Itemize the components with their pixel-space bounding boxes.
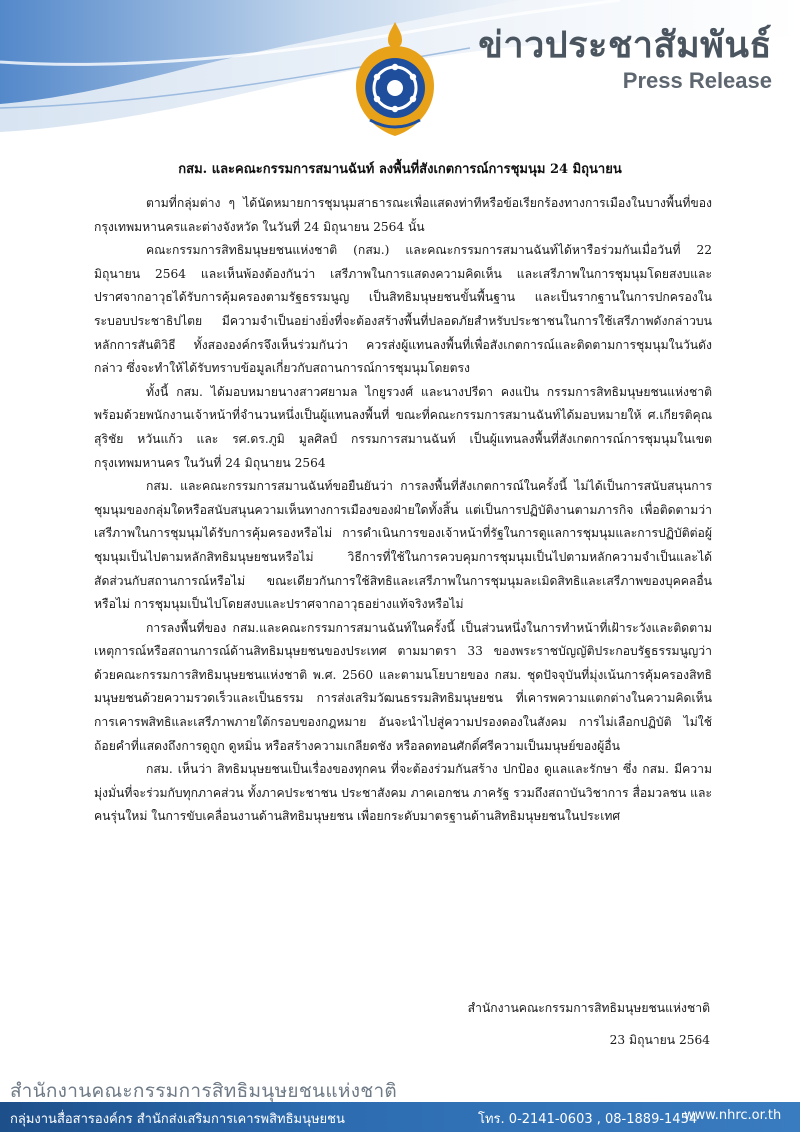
document-title: กสม. และคณะกรรมการสมานฉันท์ ลงพื้นที่สังเกตการณ์การชุมนุม 24 มิถุนายน [178,162,622,177]
paragraph: ทั้งนี้ กสม. ได้มอบหมายนางสาวศยามล ไกยูรวงศ์ และนางปรีดา คงแป้น กรรมการสิทธิมนุษยชนแห่งชาติ พร้อมด้วยพนักงานเจ้าหน้าที่จำนวนหนึ่งเป็นผู้แทนลงพื้นที่ ขณะที่คณะกรรมการสมานฉันท์ได้มอบหมายให้ ศ.เกียรติคุณ สุริชัย หวันแก้ว และ รศ.ดร.ภูมิ มูลศิลป์ กรรมการสมานฉันท์ เป็นผู้แทนลงพื้นที่สังเกตการณ์การชุมนุมในเขตกรุงเทพมหานคร ในวันที่ 24 มิถุนายน 2564 [94,384,712,470]
nhrc-logo [352,20,438,138]
signature-block [380,992,710,1056]
footer-contact-bar [0,1102,800,1132]
footer-phone: โทร. 0-2141-0603 , 08-1889-1454 [478,1112,698,1127]
heading-english: Press Release [622,68,772,93]
paragraph: คณะกรรมการสิทธิมนุษยชนแห่งชาติ (กสม.) และคณะกรรมการสมานฉันท์ได้หารือร่วมกันเมื่อวันที่ 22 มิถุนายน 2564 และเห็นพ้องต้องกันว่า เสรีภาพในการแสดงความคิดเห็น และเสรีภาพในการชุมนุมโดยสงบและปราศจากอาวุธได้รับการคุ้มครองตามรัฐธรรมนูญ เป็นสิทธิมนุษยชนขั้นพื้นฐาน และเป็นรากฐานในการปกครองในระบอบประชาธิปไตย มีความจำเป็นอย่างยิ่งที่จะต้องสร้างพื้นที่ปลอดภัยสำหรับประชาชนในการใช้เสรีภาพดังกล่าวบนหลักการสันติวิธี ทั้งสององค์กรจึงเห็นร่วมกันว่า ควรส่งผู้แทนลงพื้นที่เพื่อสังเกตการณ์และติดตามการชุมนุมในวันดังกล่าว ซึ่งจะทำให้ได้รับทราบข้อมูลเกี่ยวกับสถานการณ์การชุมนุมโดยตรง [94,243,712,376]
paragraph: ตามที่กลุ่มต่าง ๆ ได้นัดหมายการชุมนุมสาธารณะเพื่อแสดงท่าทีหรือข้อเรียกร้องทางการเมืองในบางพื้นที่ของกรุงเทพมหานครและต่างจังหวัด ในวันที่ 24 มิถุนายน 2564 นั้น [94,196,712,234]
paragraph: กสม. เห็นว่า สิทธิมนุษยชนเป็นเรื่องของทุกคน ที่จะต้องร่วมกันสร้าง ปกป้อง ดูแลและรักษา ซึ่ง กสม. มีความมุ่งมั่นที่จะร่วมกับทุกภาคส่วน ทั้งภาคประชาชน ประชาสังคม ภาคเอกชน ภาครัฐ รวมถึงสถาบันวิชาการ สื่อมวลชน และคนรุ่นใหม่ ในการขับเคลื่อนงานด้านสิทธิมนุษยชน เพื่อยกระดับมาตรฐานด้านสิทธิมนุษยชนในประเทศ [94,762,712,824]
heading-thai: ข่าวประชาสัมพันธ์ [478,25,772,66]
footer-division: กลุ่มงานสื่อสารองค์กร สำนักส่งเสริมการเคารพสิทธิมนุษยชน [10,1112,345,1127]
signature-organization: สำนักงานคณะกรรมการสิทธิมนุษยชนแห่งชาติ [467,1001,710,1015]
footer-website-link[interactable]: www.nhrc.or.th [684,1108,782,1123]
paragraph: การลงพื้นที่ของ กสม.และคณะกรรมการสมานฉันท์ในครั้งนี้ เป็นส่วนหนึ่งในการทำหน้าที่เฝ้าระวังและติดตามเหตุการณ์หรือสถานการณ์ด้านสิทธิมนุษยชนของประเทศ ตามมาตรา 33 ของพระราชบัญญัติประกอบรัฐธรรมนูญว่าด้วยคณะกรรมการสิทธิมนุษยชนแห่งชาติ พ.ศ. 2560 และตามนโยบายของ กสม. ชุดปัจจุบันที่มุ่งเน้นการคุ้มครองสิทธิมนุษยชนด้วยความรวดเร็วและเป็นธรรม การส่งเสริมวัฒนธรรมสิทธิมนุษยชน ที่เคารพความแตกต่างในความคิดเห็น การเคารพสิทธิและเสรีภาพภายใต้กรอบของกฎหมาย อันจะนำไปสู่ความปรองดองในสังคม การไม่เลือกปฏิบัติ ไม่ใช้ถ้อยคำที่แสดงถึงการดูถูก ดูหมิ่น หรือสร้างความเกลียดชัง หรือลดทอนศักดิ์ศรีความเป็นมนุษย์ของผู้อื่น [94,620,712,753]
paragraph: กสม. และคณะกรรมการสมานฉันท์ขอยืนยันว่า การลงพื้นที่สังเกตการณ์ในครั้งนี้ ไม่ได้เป็นการสนับสนุนการชุมนุมของกลุ่มใดหรือสนับสนุนความเห็นทางการเมืองของฝ่ายใดทั้งสิ้น แต่เป็นการปฏิบัติงานตามภารกิจ เพื่อติดตามว่า เสรีภาพในการชุมนุมได้รับการคุ้มครองหรือไม่ การดำเนินการของเจ้าหน้าที่รัฐในการดูแลการชุมนุมและการปฏิบัติต่อผู้ชุมนุมเป็นไปตามหลักสิทธิมนุษยชนหรือไม่ วิธีการที่ใช้ในการควบคุมการชุมนุมเป็นไปตามหลักความจำเป็นและได้สัดส่วนกับสถานการณ์หรือไม่ ขณะเดียวกันการใช้สิทธิและเสรีภาพในการชุมนุมละเมิดสิทธิและเสรีภาพของบุคคลอื่นหรือไม่ การชุมนุมเป็นไปโดยสงบและปราศจากอาวุธอย่างแท้จริงหรือไม่ [94,479,712,612]
footer-organization-name: สำนักงานคณะกรรมการสิทธิมนุษยชนแห่งชาติ [10,1080,398,1102]
signature-date: 23 มิถุนายน 2564 [609,1033,710,1047]
press-release-heading [478,26,772,94]
document-body [94,192,712,829]
